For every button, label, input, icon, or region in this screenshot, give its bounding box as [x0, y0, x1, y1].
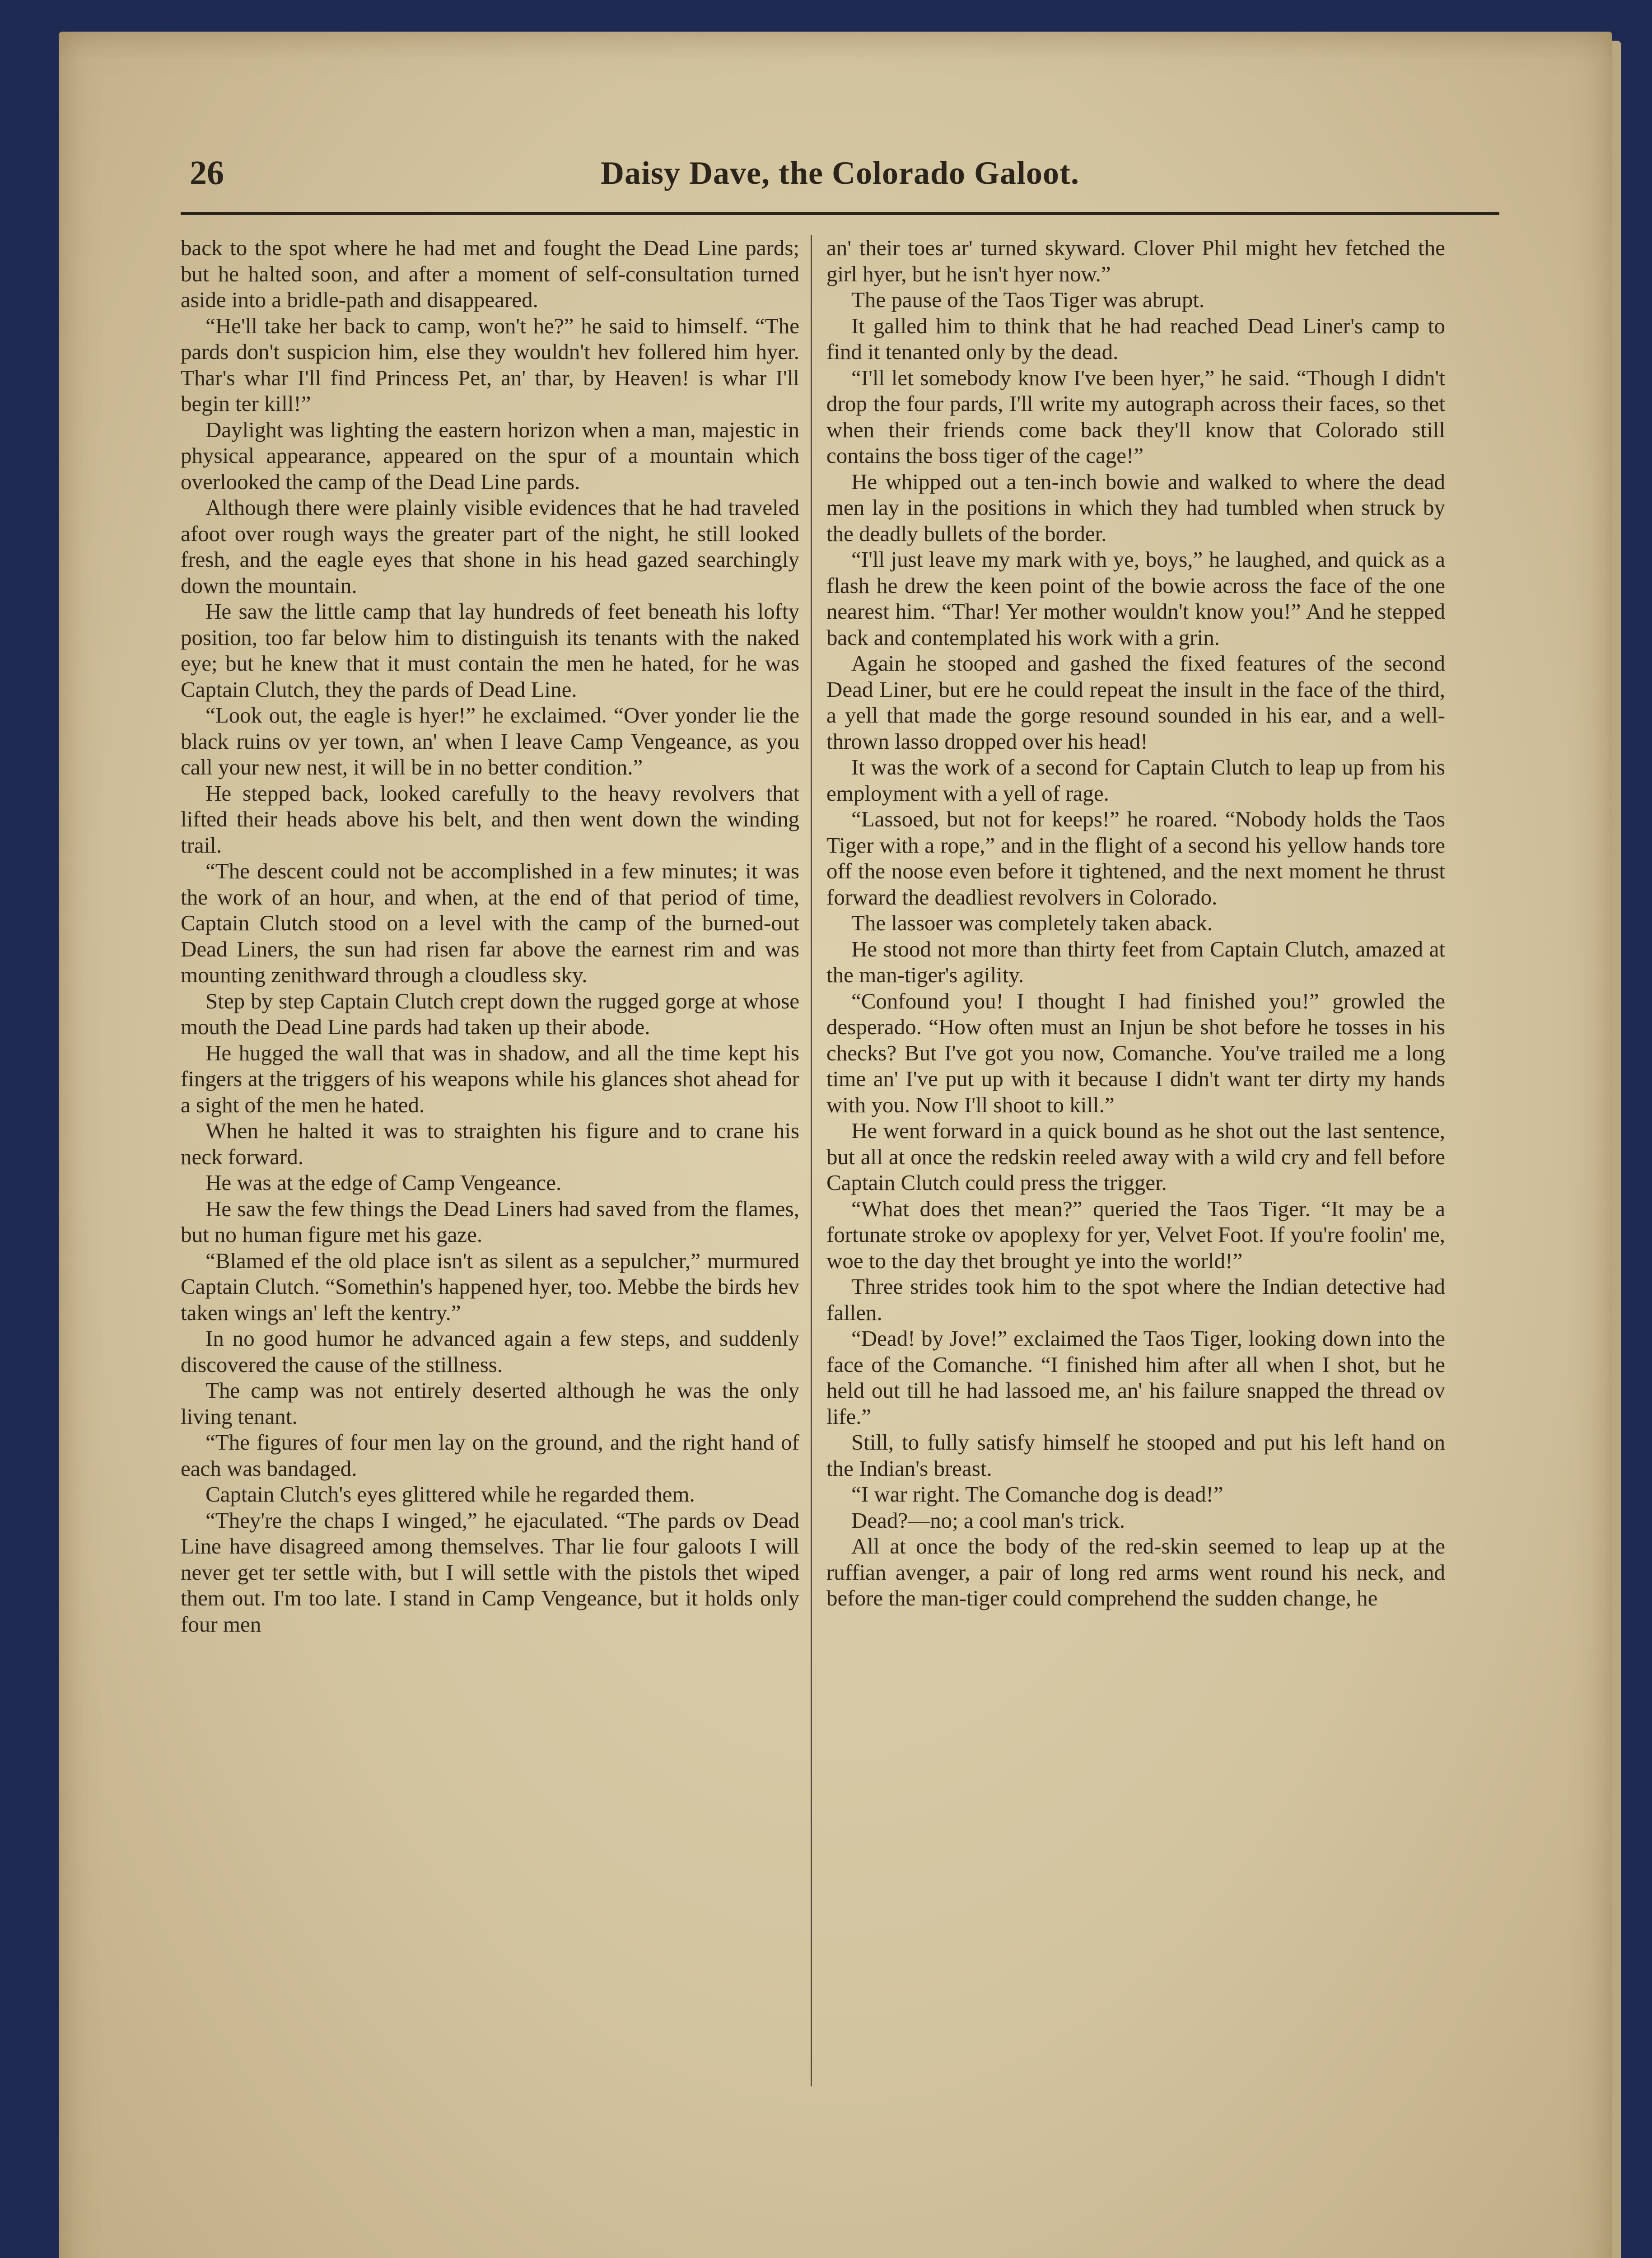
paragraph: He hugged the wall that was in shadow, and all the time kept his fingers at the triggers of his weapons while his glances shot ahead for a sight of the men he hated. — [181, 1040, 799, 1117]
paragraph: He saw the few things the Dead Liners had saved from the flames, but no human figure met his gaze. — [181, 1196, 799, 1247]
paragraph: “What does thet mean?” queried the Taos Tiger. “It may be a fortunate stroke ov apoplexy for yer, Velvet Foot. If you're foolin' me, woe to the day thet brought ye into the world!” — [826, 1196, 1445, 1273]
paragraph: Daylight was lighting the eastern horizon when a man, majestic in physical appearance, appeared on the spur of a mountain which overlooked the camp of the Dead Line pards. — [181, 417, 799, 494]
paragraph: Again he stooped and gashed the fixed features of the second Dead Liner, but ere he could repeat the insult in the face of the third, a yell that made the gorge resound sounded in his ear, and a well-thrown lasso dropped over his head! — [826, 651, 1445, 754]
paragraph: Although there were plainly visible evidences that he had traveled afoot over rough ways the greater part of the night, he still looked fresh, and the eagle eyes that shone in his head gazed searchingly down the mountain. — [181, 495, 799, 598]
paragraph: “Confound you! I thought I had finished you!” growled the desperado. “How often must an Injun be shot before he tosses in his checks? But I've got you now, Comanche. You've trailed me a long time an' I've put up with it because I didn't want ter dirty my hands with you. Now I'll shoot to kill.” — [826, 988, 1445, 1117]
paragraph: “I'll just leave my mark with ye, boys,” he laughed, and quick as a flash he drew the keen point of the bowie across the face of the one nearest him. “Thar! Yer mother wouldn't know you!” And he stepped back and contemplated his work with a grin. — [826, 547, 1445, 650]
paragraph: Still, to fully satisfy himself he stooped and put his left hand on the Indian's breast. — [826, 1430, 1445, 1481]
paragraph: He stood not more than thirty feet from Captain Clutch, amazed at the man-tiger's agility. — [826, 936, 1445, 987]
paragraph: The camp was not entirely deserted although he was the only living tenant. — [181, 1378, 799, 1429]
paragraph: He saw the little camp that lay hundreds of feet beneath his lofty position, too far below him to distinguish its tenants with the naked eye; but he knew that it must contain the men he hated, for he was Captain Clutch, they the pards of Dead Line. — [181, 599, 799, 702]
paragraph: “I war right. The Comanche dog is dead!” — [851, 1482, 1223, 1507]
paragraph: “Dead! by Jove!” exclaimed the Taos Tiger, looking down into the face of the Comanche. “I finished him after all when I shot, but he held out till he had lassoed me, an' his failure snapped the thread ov life.” — [826, 1326, 1445, 1429]
paragraph: The pause of the Taos Tiger was abrupt. — [851, 287, 1205, 312]
paragraph: “Lassoed, but not for keeps!” he roared. “Nobody holds the Taos Tiger with a rope,” and in the flight of a second his yellow hands tore off the noose even before it tightened, and the next moment he thrust forward the deadliest revolvers in Colorado. — [826, 807, 1445, 910]
paragraph: All at once the body of the red-skin seemed to leap up at the ruffian avenger, a pair of long red arms went round his neck, and before the man-tiger could comprehend the sudden change, he — [826, 1534, 1445, 1610]
paragraph: He stepped back, looked carefully to the heavy revolvers that lifted their heads above his belt, and then went down the winding trail. — [181, 780, 799, 858]
left-column — [181, 235, 799, 2123]
running-title: Daisy Dave, the Colorado Galoot. — [601, 155, 1079, 191]
paragraph: It galled him to think that he had reached Dead Liner's camp to find it tenanted only by the dead. — [826, 313, 1445, 364]
paragraph: “Look out, the eagle is hyer!” he exclaimed. “Over yonder lie the black ruins ov yer town, an' when I leave Camp Vengeance, as you call your new nest, it will be in no better condition.” — [181, 703, 799, 779]
paragraph: “I'll let somebody know I've been hyer,” he said. “Though I didn't drop the four pards, I'll write my autograph across their faces, so thet when their friends come back they'll know that Colorado still contains the boss tiger of the cage!” — [826, 365, 1445, 468]
paragraph: He was at the edge of Camp Vengeance. — [205, 1170, 562, 1195]
page-number: 26 — [190, 154, 224, 192]
column-divider — [811, 235, 812, 2086]
paragraph: “He'll take her back to camp, won't he?” he said to himself. “The pards don't suspicion him, else they wouldn't hev follered him hyer. Thar's whar I'll find Princess Pet, an' thar, by Heaven! is whar I'll begin ter kill!” — [181, 313, 799, 416]
paragraph: Step by step Captain Clutch crept down the rugged gorge at whose mouth the Dead Line pards had taken up their abode. — [181, 988, 799, 1039]
paragraph: It was the work of a second for Captain Clutch to leap up from his employment with a yell of rage. — [826, 755, 1445, 806]
paragraph: The lassoer was completely taken aback. — [851, 910, 1213, 935]
paragraph: When he halted it was to straighten his figure and to crane his neck forward. — [181, 1118, 799, 1169]
paragraph: “The descent could not be accomplished in a few minutes; it was the work of an hour, and when, at the end of that period of time, Captain Clutch stood on a level with the camp of the burned-out Dead Liners, the sun had risen far above the earnest rim and was mounting zenithward through a cloudless sky. — [181, 858, 799, 987]
paragraph: an' their toes ar' turned skyward. Clover Phil might hev fetched the girl hyer, but he isn't hyer now.” — [826, 235, 1445, 286]
paragraph: “The figures of four men lay on the ground, and the right hand of each was bandaged. — [181, 1430, 799, 1481]
paragraph: He went forward in a quick bound as he shot out the last sentence, but all at once the redskin reeled away with a wild cry and fell before Captain Clutch could press the trigger. — [826, 1118, 1445, 1195]
paragraph: Captain Clutch's eyes glittered while he regarded them. — [205, 1482, 695, 1507]
paragraph: In no good humor he advanced again a few steps, and suddenly discovered the cause of the stillness. — [181, 1326, 799, 1377]
paragraph: Three strides took him to the spot where the Indian detective had fallen. — [826, 1274, 1445, 1325]
paragraph: “They're the chaps I winged,” he ejaculated. “The pards ov Dead Line have disagreed among themselves. Thar lie four galoots I will never get ter settle with, but I will settle with the pistols thet wiped them out. I'm too late. I stand in Camp Vengeance, but it holds only four men — [181, 1507, 799, 1637]
paragraph: back to the spot where he had met and fought the Dead Line pards; but he halted soon, and after a moment of self-consultation turned aside into a bridle-path and disappeared. — [181, 235, 799, 312]
right-column — [826, 235, 1445, 2123]
paragraph: He whipped out a ten-inch bowie and walked to where the dead men lay in the positions in which they had tumbled when struck by the deadly bullets of the border. — [826, 469, 1445, 546]
paragraph: Dead?—no; a cool man's trick. — [851, 1507, 1125, 1533]
page-header — [181, 145, 1499, 215]
paragraph: “Blamed ef the old place isn't as silent as a sepulcher,” murmured Captain Clutch. “Somethin's happened hyer, too. Mebbe the birds hev taken wings an' left the kentry.” — [181, 1248, 799, 1325]
